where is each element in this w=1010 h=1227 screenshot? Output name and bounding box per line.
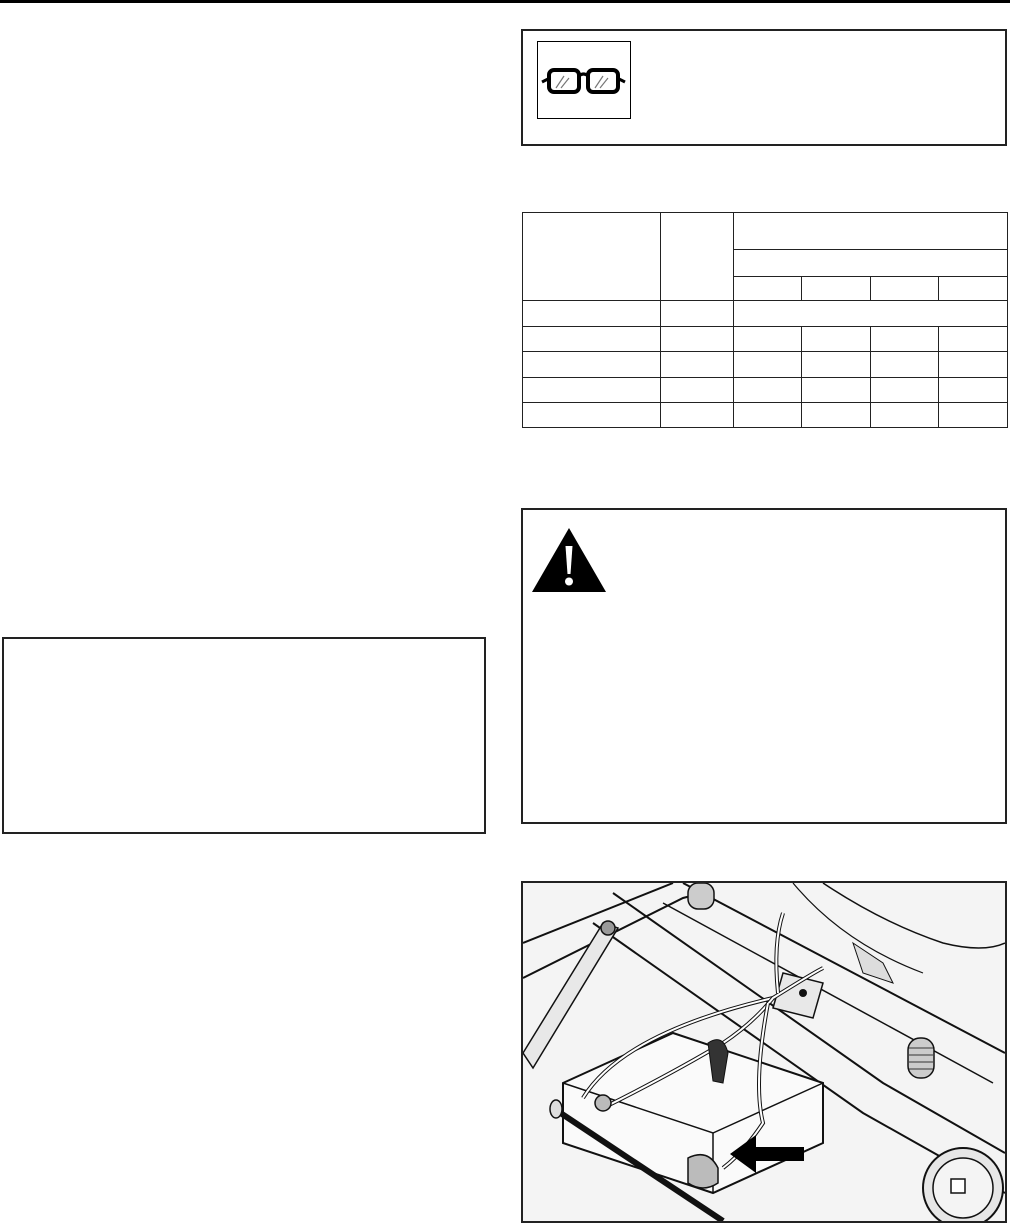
spec-cell: [734, 352, 802, 377]
safety-glasses-icon: [537, 41, 631, 119]
spec-cell: [661, 327, 734, 352]
spec-header-col2: [661, 213, 734, 301]
warning-triangle-icon: [530, 526, 608, 594]
spec-row-label: [523, 402, 661, 427]
battery-cable-figure: [521, 881, 1007, 1223]
top-rule: [0, 0, 1010, 3]
spec-row-label: [523, 327, 661, 352]
spec-cell: [734, 402, 802, 427]
spec-header-group: [734, 213, 1008, 250]
spec-cell: [661, 377, 734, 402]
spec-cell-merged: [734, 300, 1008, 326]
spec-cell: [871, 377, 939, 402]
arrow-left-icon: [728, 1133, 806, 1175]
spec-cell: [802, 402, 871, 427]
spec-cell: [871, 327, 939, 352]
spec-cell: [661, 402, 734, 427]
spec-cell: [802, 352, 871, 377]
spec-row-label: [523, 352, 661, 377]
spec-cell: [939, 402, 1008, 427]
spec-header-col1: [523, 213, 661, 301]
spec-cell: [802, 377, 871, 402]
spec-cell: [661, 300, 734, 326]
spec-subcol: [734, 276, 802, 300]
spec-subcol: [871, 276, 939, 300]
spec-subcol: [802, 276, 871, 300]
spec-row-label: [523, 300, 661, 326]
spec-subcol: [939, 276, 1008, 300]
spec-cell: [734, 377, 802, 402]
spec-cell: [939, 327, 1008, 352]
spec-cell: [734, 327, 802, 352]
spec-cell: [871, 402, 939, 427]
spec-cell: [939, 377, 1008, 402]
spec-cell: [871, 352, 939, 377]
spec-table: [522, 212, 1008, 428]
spec-cell: [939, 352, 1008, 377]
spec-row-label: [523, 377, 661, 402]
spec-cell: [802, 327, 871, 352]
spec-cell: [661, 352, 734, 377]
spec-header-subgroup: [734, 250, 1008, 276]
note-box: [2, 637, 486, 834]
